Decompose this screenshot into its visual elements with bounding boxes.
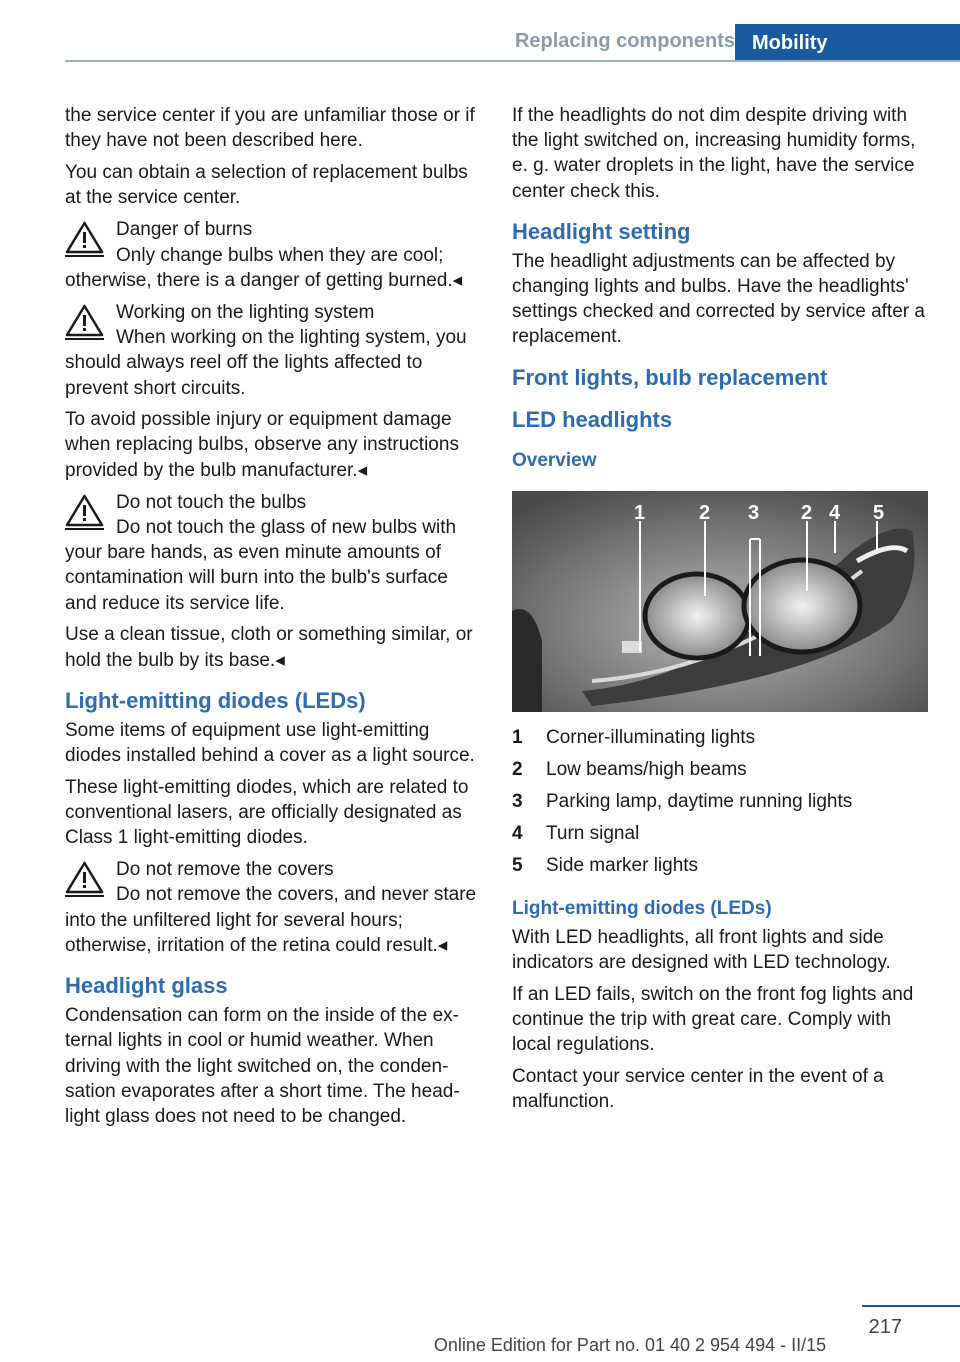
- paragraph: To avoid possible injury or equipment damage when replacing bulbs, observe any instructions provided by the bulb manufacturer.◂: [65, 409, 459, 481]
- warning-block: [65, 300, 479, 401]
- figure-label: 5: [873, 501, 885, 524]
- legend-number: 5: [512, 855, 523, 877]
- heading-overview: Overview: [512, 449, 597, 471]
- warning-text: When working on the lighting system, you should always reel off the lights affected to prevent short circuits.: [65, 327, 467, 399]
- legend-text: Corner-illuminating lights: [546, 727, 756, 749]
- warning-text: Do not remove the covers, and never stare into the unfiltered light for several hours; otherwise, irritation of the retina could result.◂: [65, 884, 477, 956]
- paragraph: You can obtain a selection of replacement bulbs at the service center.: [65, 161, 468, 209]
- heading-led-headlights: LED headlights: [512, 406, 673, 432]
- page-header: [0, 24, 960, 64]
- figure-label: 1: [634, 501, 646, 524]
- legend-text: Turn signal: [546, 823, 640, 845]
- paragraph: With LED headlights, all front lights and side indicators are designed with LED technology.: [512, 927, 891, 974]
- left-column: [65, 103, 479, 1136]
- warning-title: Working on the lighting system: [116, 301, 375, 323]
- heading-headlight-glass: Headlight glass: [65, 973, 228, 999]
- headlight-figure: [512, 491, 928, 712]
- legend-item: [512, 786, 928, 818]
- legend-number: 2: [512, 759, 523, 781]
- paragraph: Condensation can form on the inside of the external lights in cool or humid weather. When driving with the light switched on, the condensation evaporates after a short time. The headlight glass does not need to be changed.: [65, 1005, 460, 1127]
- paragraph: the service center if you are unfamiliar those or if they have not been described here.: [65, 105, 475, 152]
- footer-rule: [862, 1305, 960, 1307]
- paragraph: If an LED fails, switch on the front fog lights and continue the trip with great care. Comply with local regulations.: [512, 983, 914, 1056]
- heading-leds-2: Light-emitting diodes (LEDs): [512, 897, 772, 919]
- legend-text: Low beams/high beams: [546, 759, 747, 781]
- warning-block: [65, 217, 479, 293]
- paragraph: Some items of equipment use light-emitting diodes installed behind a cover as a light source.: [65, 719, 475, 766]
- figure-label: 2: [699, 501, 711, 524]
- page-number: 217: [868, 1316, 902, 1338]
- heading-leds: Light-emitting diodes (LEDs): [65, 687, 366, 713]
- warning-title: Do not remove the covers: [116, 859, 334, 881]
- legend-list: [512, 722, 928, 882]
- legend-item: [512, 754, 928, 786]
- edition-footer: Online Edition for Part no. 01 40 2 954 494 - II/15: [433, 1335, 827, 1355]
- legend-item: [512, 818, 928, 850]
- warning-triangle-icon: [65, 221, 104, 257]
- section-label: Replacing components: [514, 30, 735, 52]
- header-rule: [65, 60, 960, 62]
- legend-number: 3: [512, 791, 523, 813]
- legend-text: Side marker lights: [546, 855, 699, 877]
- warning-triangle-icon: [65, 494, 104, 530]
- legend-text: Parking lamp, daytime running lights: [546, 791, 853, 813]
- paragraph: The headlight adjustments can be affected by changing lights and bulbs. Have the headlights' settings checked and corrected by service after a replacement.: [512, 250, 925, 348]
- warning-triangle-icon: [65, 861, 104, 897]
- legend-number: 4: [512, 823, 523, 845]
- paragraph: These light-emitting diodes, which are related to conventional lasers, are officially designated as Class 1 light-emitting diodes.: [65, 776, 469, 849]
- warning-triangle-icon: [65, 304, 104, 340]
- heading-headlight-setting: Headlight setting: [512, 218, 691, 244]
- paragraph: If the headlights do not dim despite driving with the light switched on, increasing humidity forms, e. g. water droplets in the light, have the service center check this.: [512, 105, 916, 202]
- chapter-tab: Mobility: [735, 24, 960, 62]
- warning-block: [65, 490, 479, 616]
- legend-item: [512, 850, 928, 882]
- figure-label: 2: [801, 501, 813, 524]
- figure-label: 3: [748, 501, 760, 524]
- warning-block: [65, 857, 479, 958]
- warning-text: Do not touch the glass of new bulbs with your bare hands, as even minute amounts of contamination will burn into the bulb's surface and reduce its service life.: [65, 517, 457, 614]
- figure-label: 4: [829, 501, 841, 524]
- warning-title: Do not touch the bulbs: [116, 491, 307, 513]
- legend-item: [512, 722, 928, 754]
- paragraph: Use a clean tissue, cloth or something similar, or hold the bulb by its base.◂: [65, 624, 473, 671]
- heading-front-lights: Front lights, bulb replacement: [512, 364, 828, 390]
- paragraph: Contact your service center in the event of a malfunction.: [512, 1066, 884, 1113]
- warning-title: Danger of burns: [116, 219, 253, 241]
- right-column: [512, 103, 928, 1121]
- legend-number: 1: [512, 727, 523, 749]
- warning-text: Only change bulbs when they are cool; otherwise, there is a danger of getting burned.◂: [65, 244, 463, 291]
